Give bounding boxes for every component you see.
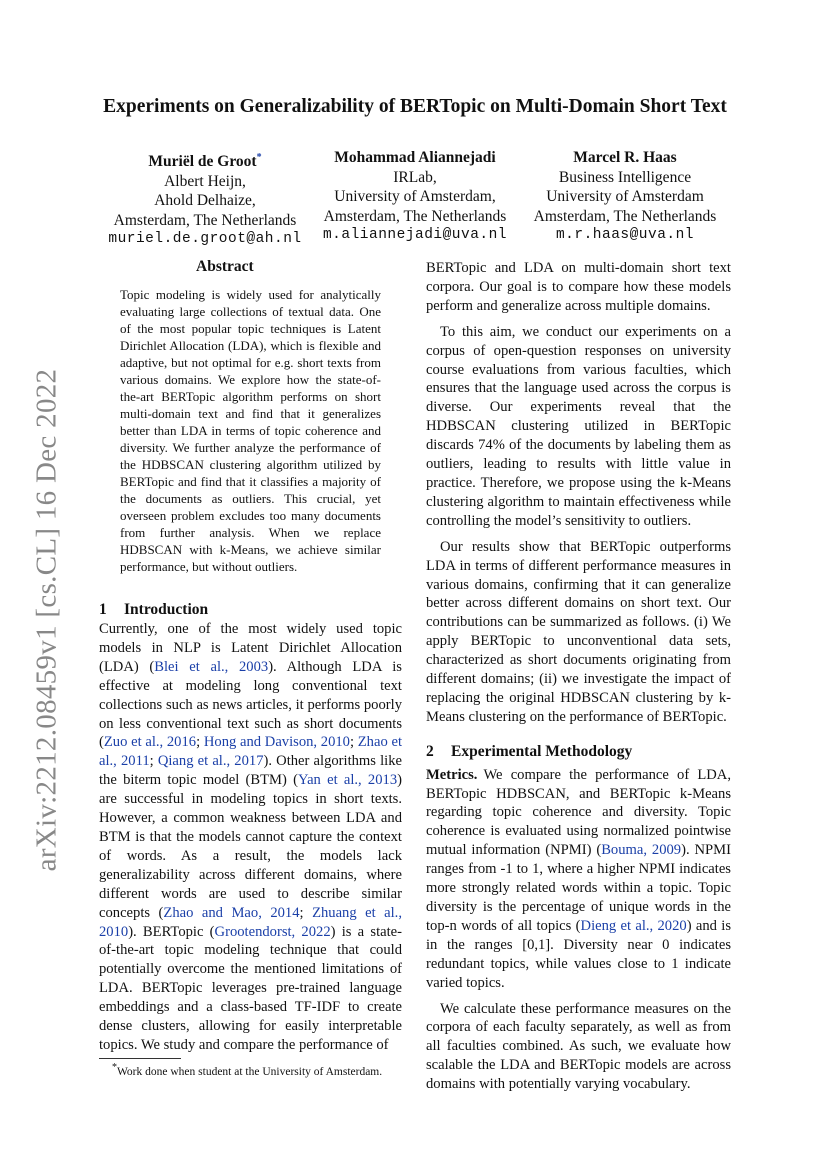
author-2 xyxy=(310,148,520,246)
author-1-affiliation-line: Ahold Delhaize, xyxy=(154,192,256,210)
author-1-email: muriel.de.groot@ah.nl xyxy=(108,231,302,248)
text-run: ) is a state-of-the-art topic modeling technique that could potentially overcome the mentioned limitations of LDA. BERTopic leverages pre-trained language embeddings and a class-based TF-IDF to create dense clusters, allowing for easily interpretable topics. We study and compare the performance of xyxy=(99,923,402,1053)
citation-link[interactable]: Qiang et al., 2017 xyxy=(157,753,264,770)
text-run: ; xyxy=(299,904,313,921)
arxiv-identifier-text: arXiv:2212.08459v1 [cs.CL] 16 Dec 2022 xyxy=(30,368,63,872)
citation-link[interactable]: Bouma, 2009 xyxy=(601,842,682,859)
text-run: ; xyxy=(149,753,158,770)
footnote-rule xyxy=(99,1058,181,1059)
methodology-paragraph-2: We calculate these performance measures on the corpora of each faculty separately, as well as from all faculties combined. As such, we evaluate how scalable the LDA and BERTopic models are across domains with potentially varying vocabulary. xyxy=(426,1000,731,1093)
footnote-text: Work done when student at the University of Amsterdam. xyxy=(117,1065,383,1078)
introduction-paragraph-1-continued: BERTopic and LDA on multi-domain short text corpora. Our goal is to compare how these models perform and generalize across multiple domains. xyxy=(426,260,731,314)
right-column xyxy=(426,259,731,1094)
text-run: Currently, one of the most widely used topic models in NLP is Latent Dirichlet Allocation (LDA) ( xyxy=(99,621,402,675)
text-run: ). NPMI ranges from -1 to 1, where a higher NPMI indicates more strongly related words within a topic. Topic diversity is the percentage of unique words in the top-n words of all topics ( xyxy=(426,842,731,934)
section-1-title: Introduction xyxy=(124,601,209,618)
citation-link[interactable]: Zhuang et al., 2010 xyxy=(99,904,402,940)
citation-link[interactable]: Dieng et al., 2020 xyxy=(580,917,687,934)
section-2-title: Experimental Methodology xyxy=(451,742,633,760)
citation-link[interactable]: Zhao and Mao, 2014 xyxy=(163,904,300,921)
author-3-affiliation-line: Amsterdam, The Netherlands xyxy=(533,207,717,225)
text-run: ; xyxy=(349,734,358,751)
metrics-paragraph xyxy=(426,766,731,993)
author-2-email: m.aliannejadi@uva.nl xyxy=(322,227,508,243)
author-3 xyxy=(520,148,730,246)
author-3-name: Marcel R. Haas xyxy=(573,149,677,166)
author-3-affiliation-line: University of Amsterdam xyxy=(546,188,704,205)
text-run: ; xyxy=(196,734,204,751)
introduction-paragraph-3: Our results show that BERTopic outperforms LDA in terms of different performance measures in various domains, confirming that it can generalize better across different domains on short text. Our contributions can be summarized as follows. (i) We apply BERTopic to unconventional data sets, characterized as short documents originating from different domains; (ii) we investigate the impact of replacing the original HDBSCAN clustering by k-Means clustering on the performance of BERTopic. xyxy=(426,538,731,725)
text-run: ). BERTopic ( xyxy=(128,923,215,940)
citation-link[interactable]: Zuo et al., 2016 xyxy=(103,734,197,751)
citation-link[interactable]: Blei et al., 2003 xyxy=(154,658,269,675)
author-1-affiliation-line: Albert Heijn, xyxy=(164,172,246,190)
metrics-runin-heading: Metrics. xyxy=(426,766,478,783)
arxiv-identifier xyxy=(22,360,72,880)
citation-link[interactable]: Yan et al., 2013 xyxy=(298,772,398,789)
author-1-footnote-mark[interactable]: * xyxy=(256,152,262,163)
abstract-text: Topic modeling is widely used for analytically evaluating large collections of textual data. One of the most popular topic techniques is Latent Dirichlet Allocation (LDA), which is flexible and adaptive, but not optimal for e.g. short texts from various domains. We explore how the state-of-the-art BERTopic algorithm performs on short multi-domain text and find that it generalizes better than LDA in terms of topic coherence and diversity. We further analyze the performance of the HDBSCAN clustering algorithm utilized by BERTopic and find that it classifies a majority of the documents as outliers. This crucial, yet overseen problem excludes too many documents from further analysis. When we replace HDBSCAN with k-Means, we achieve similar performance, but without outliers. xyxy=(120,287,381,574)
section-1-heading xyxy=(99,601,208,619)
section-1-number: 1 xyxy=(99,601,107,618)
author-3-affiliation-line: Business Intelligence xyxy=(558,168,692,186)
text-run: ) are successful in modeling topics in short texts. However, a common weakness between LDA and BTM is that the models cannot capture the context of words. As a result, the models lack generalizability across different domains, where different words are used to describe similar concepts ( xyxy=(99,772,402,921)
text-run: ) and is in the ranges [0,1]. Diversity near 0 indicates redundant topics, while values close to 1 indicate varied topics. xyxy=(426,917,731,991)
introduction-paragraph-1-start xyxy=(99,620,402,1055)
abstract-heading: Abstract xyxy=(196,258,254,275)
author-1-name: Muriël de Groot xyxy=(148,153,257,171)
author-1-affiliation-line: Amsterdam, The Netherlands xyxy=(113,211,297,229)
text-run: ). Although LDA is effective at modeling long conventional text collections such as news articles, it performs poorly on less conventional text such as short documents ( xyxy=(99,658,402,751)
author-2-affiliation-line: Amsterdam, The Netherlands xyxy=(323,207,507,225)
author-2-affiliation-line: IRLab, xyxy=(393,168,437,186)
section-2-heading xyxy=(426,743,731,762)
citation-link[interactable]: Zhao et al., 2011 xyxy=(99,734,402,770)
citation-link[interactable]: Grootendorst, 2022 xyxy=(214,923,331,940)
author-2-affiliation-line: University of Amsterdam, xyxy=(334,188,496,205)
author-3-email: m.r.haas@uva.nl xyxy=(555,227,695,243)
paper-title: Experiments on Generalizability of BERTopic on Multi-Domain Short Text xyxy=(103,96,727,117)
section-2-number: 2 xyxy=(426,742,434,760)
introduction-paragraph-2: To this aim, we conduct our experiments on a corpus of open-question responses on university course evaluations from various faculties, which ensures that the language used across the corpus is diverse. Our experiments reveal that the HDBSCAN clustering utilized in BERTopic discards 74% of the documents by labeling them as outliers, leading to results with little value in practice. Therefore, we propose using the k-Means clustering algorithm to maintain effectiveness while controlling the model’s sensitivity to outliers. xyxy=(426,323,731,529)
footnote-mark: * xyxy=(112,1062,117,1073)
text-run: We compare the performance of LDA, BERTopic HDBSCAN, and BERTopic k-Means regarding topic coherence and diversity. Topic coherence is evaluated using normalized pointwise mutual information (NPMI) ( xyxy=(426,766,731,859)
footnote xyxy=(112,1062,382,1078)
citation-link[interactable]: Hong and Davison, 2010 xyxy=(203,734,350,751)
author-2-name: Mohammad Aliannejadi xyxy=(334,149,496,166)
author-1 xyxy=(100,148,310,250)
text-run: ). Other algorithms like the biterm topic model (BTM) ( xyxy=(99,753,402,789)
